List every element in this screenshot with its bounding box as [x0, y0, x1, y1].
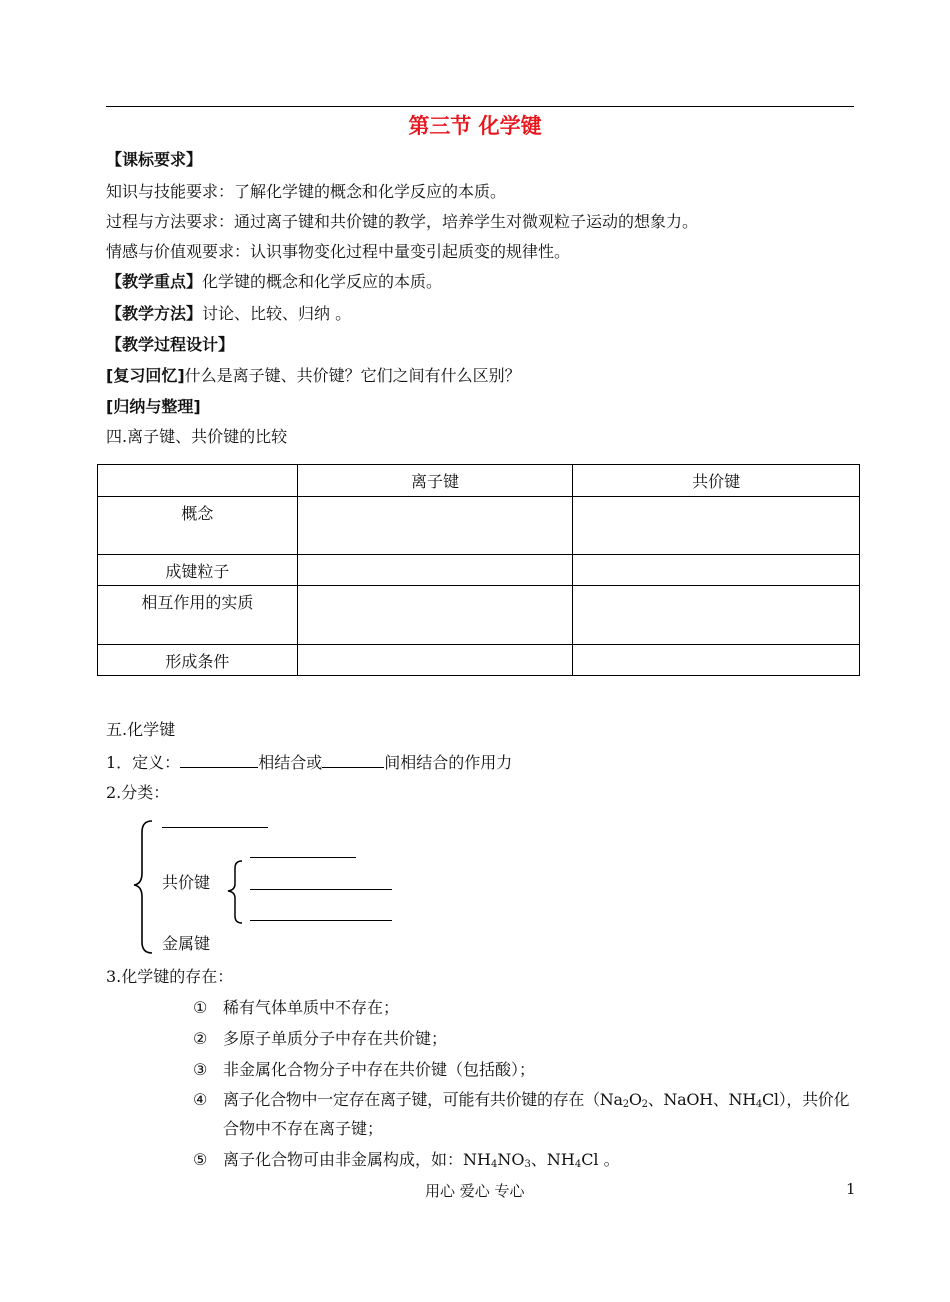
item-text: 多原子单质分子中存在共价键； [223, 1029, 448, 1048]
footer-motto: 用心 爱心 专心 [425, 1182, 525, 1200]
item-text-part: Cl），共价化 [761, 1090, 850, 1109]
table-row [98, 645, 860, 676]
definition-blank-2[interactable] [322, 749, 384, 768]
row-label-conditions: 形成条件 [98, 645, 298, 676]
item-text: 非金属化合物分子中存在共价键（包括酸）； [223, 1060, 536, 1079]
item-text-part: 离子化合物可由非金属构成，如：NH [223, 1150, 491, 1169]
standards-heading: 【课标要求】 [106, 150, 203, 169]
standards-knowledge: 知识与技能要求：了解化学键的概念和化学反应的本质。 [106, 182, 507, 201]
item-number: ③ [193, 1060, 208, 1079]
method-text: 讨论、比较、归纳 。 [202, 304, 352, 323]
focus-text: 化学键的概念和化学反应的本质。 [202, 272, 443, 291]
item-text-part: 、NH [530, 1150, 575, 1169]
item-number: ① [193, 998, 208, 1017]
cell-blank [297, 555, 573, 586]
section-5-title: 五.化学键 [106, 720, 176, 739]
cell-blank [573, 586, 860, 645]
covalent-blank-3[interactable] [250, 920, 392, 921]
standards-emotion: 情感与价值观要求：认识事物变化过程中量变引起质变的规律性。 [106, 242, 571, 261]
table-header-ionic: 离子键 [297, 465, 573, 497]
cell-blank [573, 645, 860, 676]
item-number: ④ [193, 1090, 208, 1109]
page-title: 第三节 化学键 [408, 114, 542, 138]
comparison-table [97, 464, 860, 676]
item-text-part: O [628, 1090, 642, 1109]
review-text: 什么是离子键、共价键？它们之间有什么区别？ [184, 366, 521, 385]
definition-line [106, 749, 512, 775]
subscript: 4 [574, 1159, 582, 1170]
metallic-label: 金属键 [162, 934, 211, 953]
definition-mid: 相结合或 [258, 753, 323, 772]
subscript: 3 [524, 1159, 531, 1170]
design-heading: 【教学过程设计】 [106, 335, 235, 354]
cell-blank [573, 497, 860, 555]
definition-prefix: 1．定义： [106, 753, 181, 772]
table-row [98, 555, 860, 586]
existence-label: 3.化学键的存在： [106, 967, 234, 986]
cell-blank [297, 497, 573, 555]
table-header-row [98, 465, 860, 497]
subscript: 4 [755, 1099, 762, 1110]
cell-blank [573, 555, 860, 586]
item-text [223, 1088, 849, 1117]
row-label-concept: 概念 [98, 497, 298, 555]
table-header-covalent: 共价键 [573, 465, 860, 497]
covalent-label: 共价键 [162, 873, 211, 892]
item-text-part: Cl 。 [581, 1150, 620, 1169]
method-label: 【教学方法】 [106, 304, 203, 323]
item-text-part: 离子化合物中一定存在离子键，可能有共价键的存在（Na [223, 1090, 623, 1109]
item-text-part: NO [497, 1150, 525, 1169]
standards-process: 过程与方法要求：通过离子键和共价键的教学，培养学生对微观粒子运动的想象力。 [106, 212, 699, 231]
covalent-blank-2[interactable] [250, 889, 392, 890]
item-number: ⑤ [193, 1150, 208, 1169]
classification-blank-ionic[interactable] [162, 827, 268, 828]
definition-suffix: 间相结合的作用力 [384, 753, 513, 772]
table-row [98, 586, 860, 645]
teaching-method [106, 302, 351, 326]
subscript: 4 [490, 1159, 498, 1170]
subscript: 2 [641, 1099, 648, 1110]
review [106, 364, 521, 388]
summary-heading: [归纳与整理] [106, 397, 201, 416]
subscript: 2 [622, 1099, 629, 1110]
item-text: 稀有气体单质中不存在； [223, 998, 400, 1017]
table-row [98, 497, 860, 555]
row-label-essence: 相互作用的实质 [98, 586, 298, 645]
cell-blank [297, 645, 573, 676]
table-header-empty [98, 465, 298, 497]
item-text [223, 1148, 620, 1177]
definition-blank-1[interactable] [180, 749, 258, 768]
small-brace-icon [224, 858, 250, 928]
section-4-title: 四.离子键、共价键的比较 [106, 427, 288, 446]
row-label-particles: 成键粒子 [98, 555, 298, 586]
focus-label: 【教学重点】 [106, 272, 203, 291]
teaching-focus [106, 270, 442, 294]
cell-blank [297, 586, 573, 645]
covalent-blank-1[interactable] [250, 857, 356, 858]
review-label: [复习回忆] [106, 366, 185, 385]
item-text-part: 、NaOH、NH [647, 1090, 756, 1109]
page-number: 1 [846, 1180, 856, 1198]
item-number: ② [193, 1029, 208, 1048]
item-text: 合物中不存在离子键； [223, 1119, 384, 1138]
classification-label: 2.分类： [106, 783, 170, 802]
header-rule [106, 106, 854, 107]
